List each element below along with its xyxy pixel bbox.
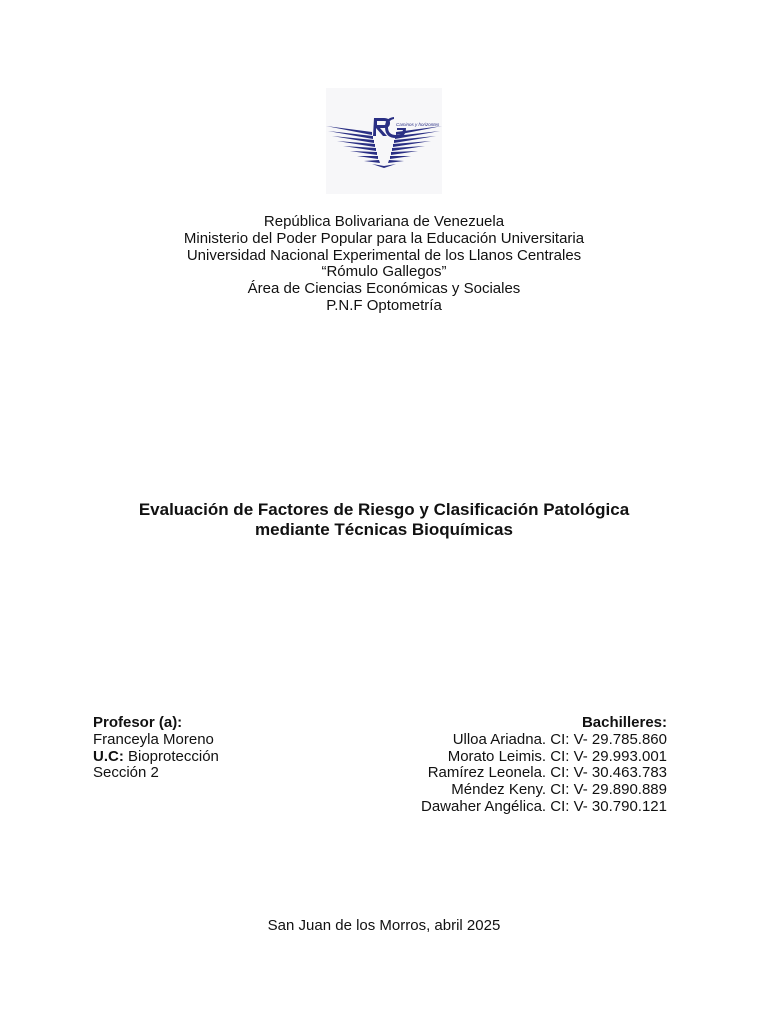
title-line-2: mediante Técnicas Bioquímicas bbox=[255, 520, 513, 539]
student-item: Méndez Keny. CI: V- 29.890.889 bbox=[451, 781, 667, 799]
course-unit-value: Bioprotección bbox=[123, 747, 219, 765]
student-item: Dawaher Angélica. CI: V- 30.790.121 bbox=[421, 797, 667, 815]
header-line-area: Área de Ciencias Económicas y Sociales bbox=[247, 280, 521, 298]
professor-info bbox=[93, 715, 219, 782]
header-line-ministry: Ministerio del Poder Popular para la Educación Universitaria bbox=[183, 229, 585, 247]
section-label: Sección 2 bbox=[93, 764, 159, 782]
students-heading: Bachilleres: bbox=[581, 714, 667, 731]
university-logo bbox=[326, 88, 442, 194]
student-item: Ramírez Leonela. CI: V- 30.463.783 bbox=[427, 764, 667, 782]
institution-header bbox=[0, 214, 768, 315]
title-line-1: Evaluación de Factores de Riesgo y Clasificación Patológica bbox=[138, 500, 630, 519]
course-unit-label: U.C: bbox=[93, 747, 124, 765]
course-unit bbox=[93, 749, 219, 766]
document-title bbox=[0, 500, 768, 540]
header-line-university-name: “Rómulo Gallegos” bbox=[321, 263, 447, 281]
place-date: San Juan de los Morros, abril 2025 bbox=[267, 917, 501, 934]
student-item: Morato Leimis. CI: V- 29.993.001 bbox=[447, 747, 667, 765]
university-logo-icon bbox=[326, 88, 442, 194]
professor-heading: Profesor (a): bbox=[93, 714, 183, 731]
student-item: Ulloa Ariadna. CI: V- 29.785.860 bbox=[452, 730, 667, 748]
header-line-university: Universidad Nacional Experimental de los Llanos Centrales bbox=[186, 246, 582, 264]
header-line-country: República Bolivariana de Venezuela bbox=[263, 213, 505, 230]
logo-tagline: Caminos y horizontes bbox=[396, 122, 440, 127]
students-info bbox=[421, 715, 667, 816]
professor-name: Franceyla Moreno bbox=[93, 730, 214, 748]
header-line-program: P.N.F Optometría bbox=[326, 296, 442, 314]
